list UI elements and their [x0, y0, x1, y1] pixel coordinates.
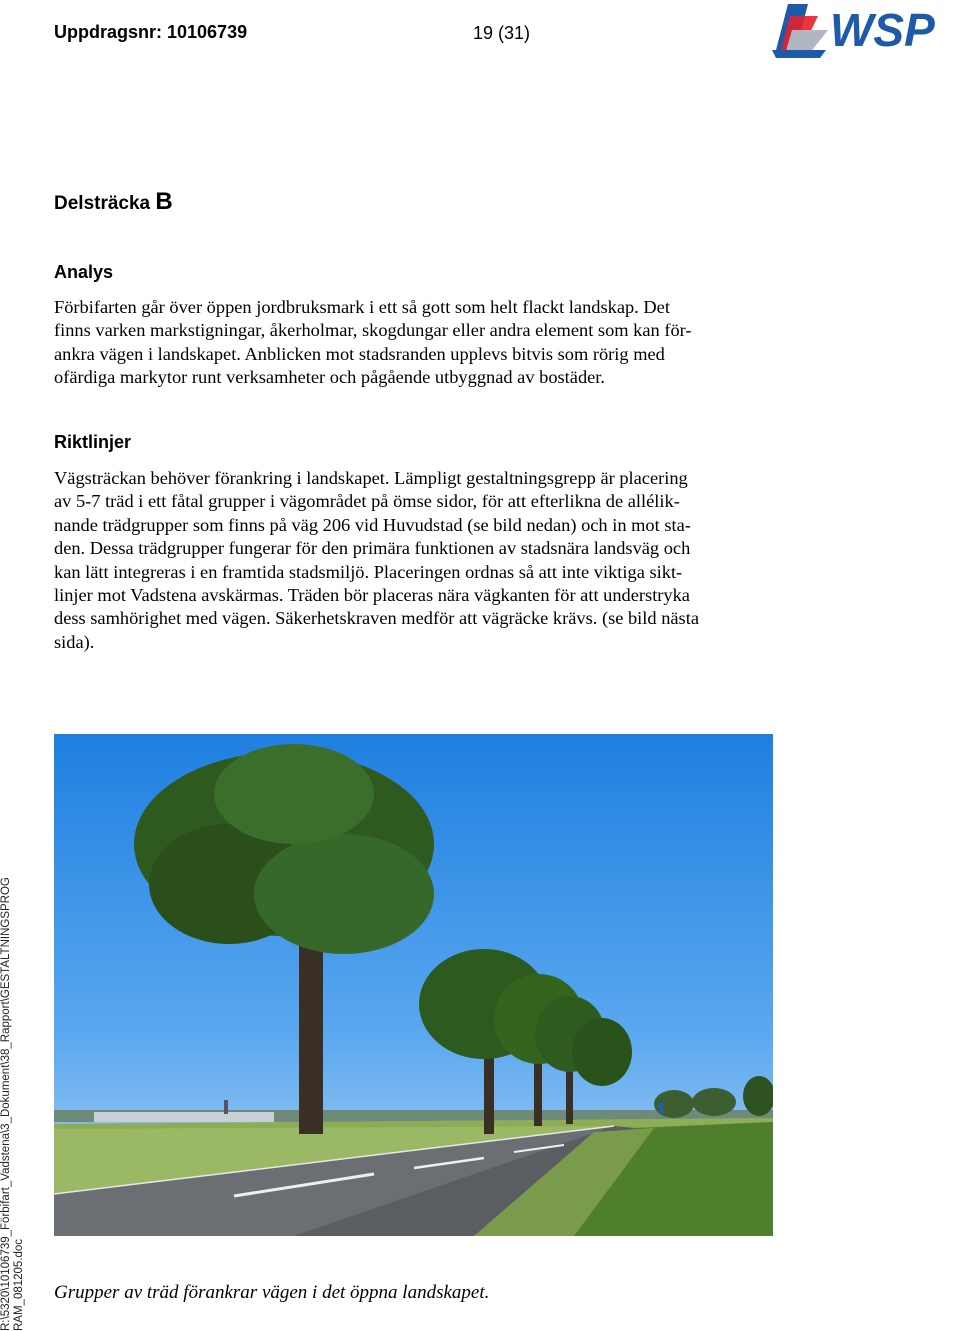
logo-text: WSP — [830, 4, 935, 56]
section-letter: B — [155, 188, 173, 215]
analys-paragraph: Förbifarten går över öppen jordbruksmark i ett så gott som helt flackt landskap. Det finns varken markstigningar, åkerholmar, skogdungar eller andra element som kan för- ankra vägen i landskapet. Anblicken mot stadsranden upplevs bitvis som rörig med ofärdiga markytor runt verksamheter och pågående utbyggnad av bostäder. — [54, 297, 692, 388]
riktlinjer-heading: Riktlinjer — [54, 432, 132, 452]
riktlinjer-paragraph: Vägsträckan behöver förankring i landskapet. Lämpligt gestaltningsgrepp är placering av 5-7 träd i ett fåtal grupper i vägområdet på ömse sidor, för att efterlikna de allélik- nande trädgrupper som finns på väg 206 vid Huvudstad (se bild nedan) och in mot sta- den. Dessa trädgrupper fungerar för den primära funktionen av stadsnära landsväg och kan lätt integreras i en framtida stadsmiljö. Placeringen ordnas så att inte viktiga sikt- linjer mot Vadstena avskärmas. Träden bör placeras nära vägkanten för att understryka dess samhörighet med vägen. Säkerhetskraven medför att vägräcke krävs. (se bild nästa sida). — [54, 468, 699, 652]
order-number: Uppdragsnr: 10106739 — [54, 22, 248, 42]
section-title: Delsträcka B — [54, 188, 173, 215]
file-path: R:\5320\10106739_Förbifart_Vadstena\3_Dokument\38_Rapport\GESTALTNINGSPROG RAM_081205.doc — [0, 877, 25, 1331]
page-number: 19 (31) — [473, 23, 531, 43]
analys-heading: Analys — [54, 262, 114, 282]
figure-caption: Grupper av träd förankrar vägen i det öppna landskapet. — [54, 1282, 490, 1303]
wsp-logo — [770, 0, 960, 62]
road-trees-photo — [54, 734, 773, 1236]
